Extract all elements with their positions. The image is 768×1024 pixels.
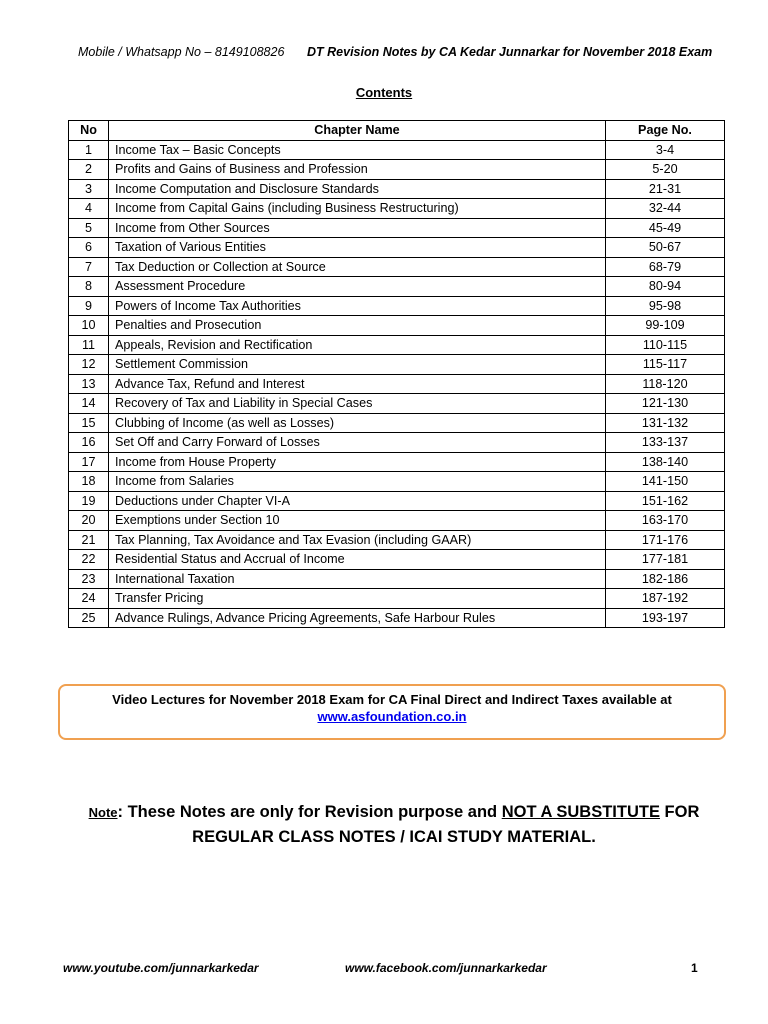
page-range: 110-115 [606, 335, 725, 355]
row-no: 13 [69, 374, 109, 394]
page-range: 21-31 [606, 179, 725, 199]
page-range: 115-117 [606, 355, 725, 375]
row-no: 8 [69, 277, 109, 297]
chapter-name: Income from Capital Gains (including Business Restructuring) [109, 199, 606, 219]
page-range: 177-181 [606, 550, 725, 570]
row-no: 15 [69, 413, 109, 433]
chapter-name: Recovery of Tax and Liability in Special Cases [109, 394, 606, 414]
table-row [69, 569, 725, 589]
header-mobile: Mobile / Whatsapp No – 8149108826 [78, 45, 285, 59]
chapter-name: Income from Other Sources [109, 218, 606, 238]
row-no: 12 [69, 355, 109, 375]
table-row [69, 218, 725, 238]
page-range: 193-197 [606, 608, 725, 628]
chapter-name: Residential Status and Accrual of Income [109, 550, 606, 570]
header-no: No [69, 121, 109, 141]
note-emphasis: NOT A SUBSTITUTE [501, 803, 660, 821]
row-no: 21 [69, 530, 109, 550]
table-row [69, 160, 725, 180]
page-range: 171-176 [606, 530, 725, 550]
note-label: Note [88, 805, 118, 820]
chapter-name: Penalties and Prosecution [109, 316, 606, 336]
page-range: 141-150 [606, 472, 725, 492]
page-range: 95-98 [606, 296, 725, 316]
row-no: 5 [69, 218, 109, 238]
chapter-name: Advance Tax, Refund and Interest [109, 374, 606, 394]
chapter-name: Profits and Gains of Business and Profession [109, 160, 606, 180]
page-range: 151-162 [606, 491, 725, 511]
row-no: 4 [69, 199, 109, 219]
row-no: 1 [69, 140, 109, 160]
contents-title: Contents [355, 85, 413, 100]
row-no: 20 [69, 511, 109, 531]
row-no: 22 [69, 550, 109, 570]
table-body [69, 140, 725, 628]
table-row [69, 413, 725, 433]
table-row [69, 296, 725, 316]
table-row [69, 608, 725, 628]
page-range: 45-49 [606, 218, 725, 238]
page-range: 163-170 [606, 511, 725, 531]
page-range: 99-109 [606, 316, 725, 336]
youtube-link[interactable]: www.youtube.com/junnarkarkedar [63, 961, 259, 975]
table-row [69, 199, 725, 219]
facebook-link[interactable]: www.facebook.com/junnarkarkedar [345, 961, 547, 975]
chapter-name: Assessment Procedure [109, 277, 606, 297]
row-no: 19 [69, 491, 109, 511]
video-lectures-box [58, 684, 726, 740]
promo-text: Video Lectures for November 2018 Exam for CA Final Direct and Indirect Taxes available at [112, 692, 672, 707]
chapter-name: Tax Deduction or Collection at Source [109, 257, 606, 277]
chapter-name: Taxation of Various Entities [109, 238, 606, 258]
table-row [69, 355, 725, 375]
page-range: 80-94 [606, 277, 725, 297]
page-range: 131-132 [606, 413, 725, 433]
chapter-name: Advance Rulings, Advance Pricing Agreements, Safe Harbour Rules [109, 608, 606, 628]
table-row [69, 589, 725, 609]
row-no: 24 [69, 589, 109, 609]
table-row [69, 452, 725, 472]
chapter-name: Clubbing of Income (as well as Losses) [109, 413, 606, 433]
page-range: 187-192 [606, 589, 725, 609]
chapter-name: Income from Salaries [109, 472, 606, 492]
row-no: 11 [69, 335, 109, 355]
chapter-name: Set Off and Carry Forward of Losses [109, 433, 606, 453]
row-no: 9 [69, 296, 109, 316]
table-row [69, 257, 725, 277]
chapter-name: Tax Planning, Tax Avoidance and Tax Evasion (including GAAR) [109, 530, 606, 550]
row-no: 6 [69, 238, 109, 258]
row-no: 7 [69, 257, 109, 277]
table-row [69, 179, 725, 199]
table-row [69, 238, 725, 258]
note-block [60, 800, 728, 849]
page-range: 68-79 [606, 257, 725, 277]
row-no: 16 [69, 433, 109, 453]
page-range: 32-44 [606, 199, 725, 219]
row-no: 18 [69, 472, 109, 492]
page-range: 133-137 [606, 433, 725, 453]
note-colon: : [117, 803, 128, 821]
chapter-name: Appeals, Revision and Rectification [109, 335, 606, 355]
chapter-name: Exemptions under Section 10 [109, 511, 606, 531]
header-page-no: Page No. [606, 121, 725, 141]
table-row [69, 491, 725, 511]
contents-table [68, 120, 725, 628]
note-text-2: FOR REGULAR CLASS NOTES / ICAI STUDY MATERIAL. [192, 803, 700, 846]
chapter-name: Powers of Income Tax Authorities [109, 296, 606, 316]
chapter-name: Transfer Pricing [109, 589, 606, 609]
row-no: 10 [69, 316, 109, 336]
table-row [69, 530, 725, 550]
table-row [69, 394, 725, 414]
chapter-name: Income Computation and Disclosure Standards [109, 179, 606, 199]
note-text-1: These Notes are only for Revision purpose and [127, 803, 502, 821]
table-row [69, 140, 725, 160]
page-range: 5-20 [606, 160, 725, 180]
table-header-row [69, 121, 725, 141]
row-no: 3 [69, 179, 109, 199]
header-chapter-name: Chapter Name [109, 121, 606, 141]
chapter-name: Deductions under Chapter VI-A [109, 491, 606, 511]
row-no: 23 [69, 569, 109, 589]
page-range: 121-130 [606, 394, 725, 414]
page-range: 50-67 [606, 238, 725, 258]
page-range: 118-120 [606, 374, 725, 394]
header-title: DT Revision Notes by CA Kedar Junnarkar for November 2018 Exam [307, 45, 713, 59]
table-row [69, 511, 725, 531]
row-no: 2 [69, 160, 109, 180]
website-link[interactable]: www.asfoundation.co.in [317, 709, 467, 724]
row-no: 25 [69, 608, 109, 628]
chapter-name: Income from House Property [109, 452, 606, 472]
chapter-name: International Taxation [109, 569, 606, 589]
table-row [69, 550, 725, 570]
table-row [69, 277, 725, 297]
table-row [69, 316, 725, 336]
chapter-name: Income Tax – Basic Concepts [109, 140, 606, 160]
row-no: 17 [69, 452, 109, 472]
row-no: 14 [69, 394, 109, 414]
page-number: 1 [691, 961, 698, 975]
table-row [69, 433, 725, 453]
page-range: 182-186 [606, 569, 725, 589]
table-row [69, 335, 725, 355]
page-range: 138-140 [606, 452, 725, 472]
table-row [69, 374, 725, 394]
chapter-name: Settlement Commission [109, 355, 606, 375]
page-range: 3-4 [606, 140, 725, 160]
table-row [69, 472, 725, 492]
